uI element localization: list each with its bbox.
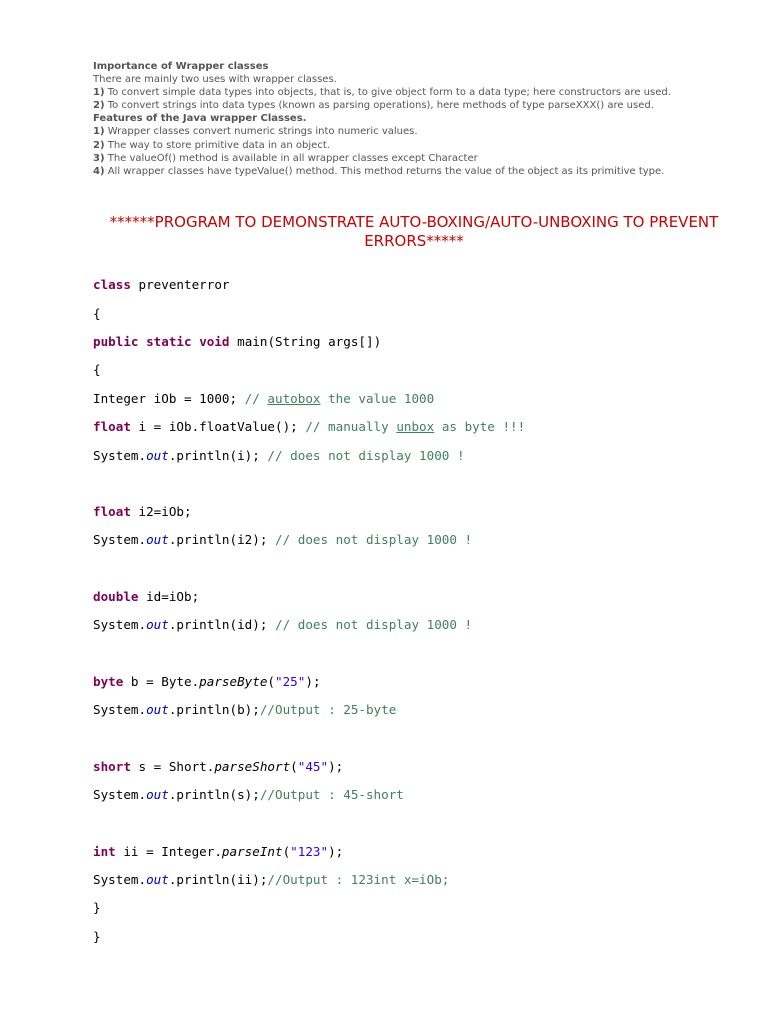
code-line: System.out.println(ii);//Output : 123int x=iOb; [93, 871, 450, 887]
code-line: int ii = Integer.parseInt("123"); [93, 843, 344, 859]
code-line: { [93, 305, 101, 321]
code-line: System.out.println(id); // does not display 1000 ! [93, 617, 473, 633]
code-line: float i = iOb.floatValue(); // manually unbox as byte !!! [93, 419, 526, 435]
use-item-1: 1) To convert simple data types into objects, that is, to give object form to a data type; here constructors are used. [93, 87, 671, 99]
code-line: } [93, 928, 101, 944]
code-line: System.out.println(i2); // does not display 1000 ! [93, 532, 473, 548]
features-heading: Features of the Java wrapper Classes. [93, 113, 307, 125]
code-line: System.out.println(i); // does not display 1000 ! [93, 447, 465, 463]
intro-section [93, 60, 733, 178]
feature-item-3: 3) The valueOf() method is available in all wrapper classes except Character [93, 152, 478, 164]
code-line: Integer iOb = 1000; // autobox the value 1000 [93, 390, 435, 406]
code-blank-line [93, 477, 525, 491]
code-blank-line [93, 816, 525, 830]
code-line: byte b = Byte.parseByte("25"); [93, 673, 321, 689]
code-line: System.out.println(b);//Output : 25-byte [93, 702, 397, 718]
feature-item-2: 2) The way to store primitive data in an object. [93, 139, 330, 151]
use-item-2: 2) To convert strings into data types (known as parsing operations), here methods of type parseXXX() are used. [93, 100, 654, 112]
program-title: ******PROGRAM TO DEMONSTRATE AUTO-BOXING/AUTO-UNBOXING TO PREVENT ERRORS***** [109, 213, 719, 250]
code-blank-line [93, 732, 525, 746]
code-line: double id=iOb; [93, 588, 200, 604]
intro-heading: Importance of Wrapper classes [93, 61, 269, 72]
code-line: float i2=iOb; [93, 504, 192, 520]
code-line: class preventerror [93, 277, 230, 293]
code-line: } [93, 900, 101, 916]
code-blank-line [93, 647, 525, 661]
intro-line: There are mainly two uses with wrapper classes. [93, 74, 337, 86]
code-line: short s = Short.parseShort("45"); [93, 758, 344, 774]
code-line: { [93, 362, 101, 378]
code-line: System.out.println(s);//Output : 45-short [93, 787, 404, 803]
code-blank-line [93, 562, 525, 576]
code-line: public static void main(String args[]) [93, 333, 382, 349]
feature-item-4: 4) All wrapper classes have typeValue() method. This method returns the value of the object as its primitive type. [93, 165, 665, 177]
code-block [93, 264, 525, 958]
feature-item-1: 1) Wrapper classes convert numeric strings into numeric values. [93, 126, 418, 138]
